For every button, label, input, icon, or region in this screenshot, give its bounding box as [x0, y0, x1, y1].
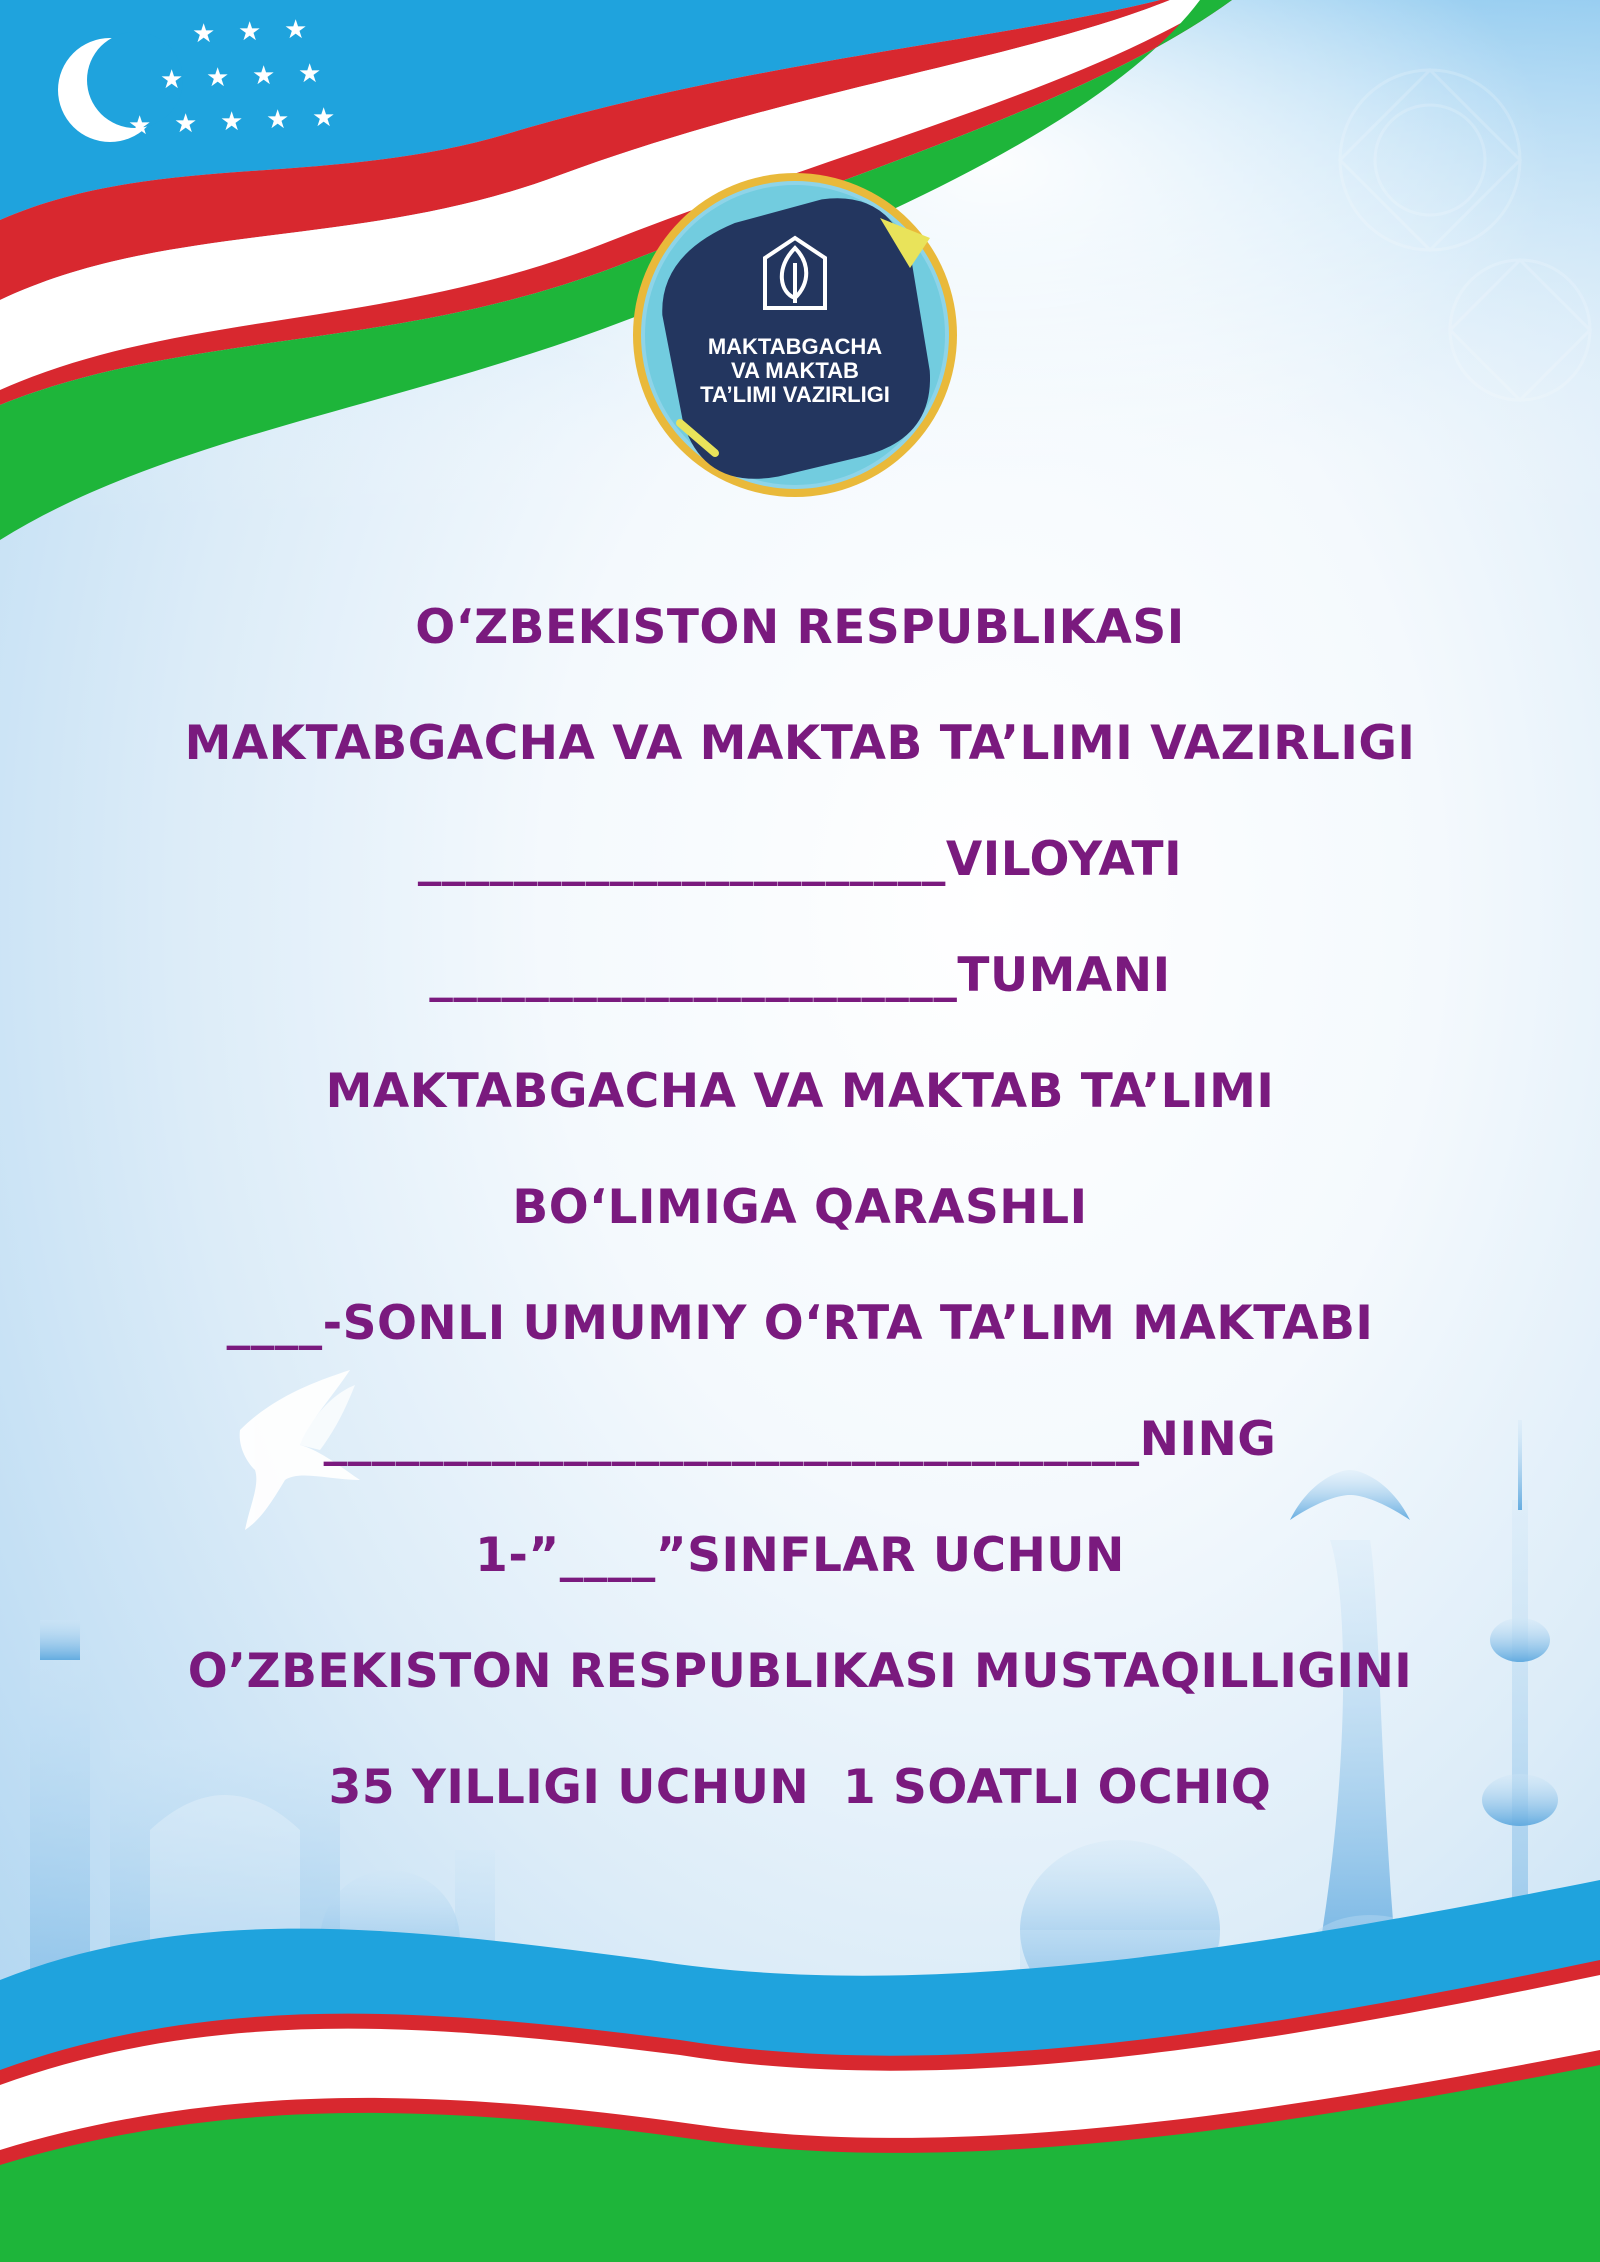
logo-line: TA’LIMI VAZIRLIGI [700, 382, 890, 407]
svg-text:★: ★ [206, 63, 230, 93]
title-line-department: MAKTABGACHA VA MAKTAB TA’LIMI [325, 1064, 1275, 1119]
logo-line: VA MAKTAB [731, 358, 859, 383]
logo-line: MAKTABGACHA [707, 334, 883, 359]
svg-text:★: ★ [220, 107, 244, 137]
svg-text:★: ★ [192, 19, 216, 49]
svg-text:★: ★ [252, 61, 276, 91]
title-line-teacher: __________________________________NING [323, 1412, 1277, 1467]
logo-text [650, 335, 940, 407]
svg-text:★: ★ [128, 111, 152, 141]
svg-text:★: ★ [284, 15, 308, 45]
title-line-district: ______________________TUMANI [429, 948, 1171, 1003]
svg-text:★: ★ [312, 103, 336, 133]
title-line-subordinate: BO‘LIMIGA QARASHLI [512, 1180, 1088, 1235]
title-line-anniversary: 35 YILLIGI UCHUN 1 SOATLI OCHIQ [328, 1760, 1272, 1815]
flag-bottom [0, 1880, 1600, 2262]
title-line-ministry: MAKTABGACHA VA MAKTAB TA’LIMI VAZIRLIGI [184, 716, 1416, 771]
svg-text:★: ★ [298, 59, 322, 89]
title-line-school: ____-SONLI UMUMIY O‘RTA TA’LIM MAKTABI [226, 1296, 1374, 1351]
title-line-independence: O’ZBEKISTON RESPUBLIKASI MUSTAQILLIGINI [187, 1644, 1413, 1699]
title-line-region: ______________________VILOYATI [417, 832, 1183, 887]
svg-text:★: ★ [174, 109, 198, 139]
title-line-classes: 1-”____”SINFLAR UCHUN [475, 1528, 1125, 1583]
svg-text:★: ★ [238, 17, 262, 47]
svg-text:★: ★ [160, 65, 184, 95]
svg-text:★: ★ [266, 105, 290, 135]
title-line-country: O‘ZBEKISTON RESPUBLIKASI [415, 600, 1185, 655]
